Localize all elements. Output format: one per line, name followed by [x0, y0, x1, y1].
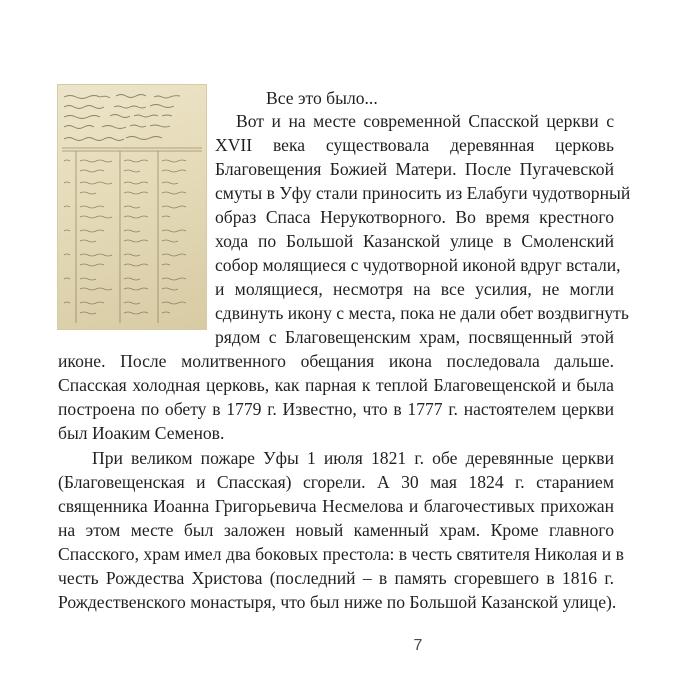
text-line: Рождественского монастыря, что был ниже по Большой Казанской улице). [58, 592, 617, 612]
text-line: построена по обету в 1779 г. Известно, что в 1777 г. настоятелем церкви [58, 399, 614, 419]
text-line: Все это было... [266, 88, 378, 108]
text-line: иконе. После молитвенного обещания икона последовала дальше. [58, 351, 614, 371]
text-line: Спасского, храм имел два боковых престола: в честь святителя Николая и в [58, 544, 624, 564]
text-line: образ Спаса Нерукотворного. Во время крестного [215, 207, 614, 227]
text-line: собор молящиеся с чудотворной иконой вдруг встали, [215, 255, 621, 275]
text-line: на этом месте был заложен новый каменный храм. Кроме главного [58, 520, 614, 540]
text-line: был Иоаким Семенов. [58, 423, 225, 443]
text-line: священника Иоанна Григорьевича Несмелова и благочестивых прихожан [58, 496, 614, 516]
text-line: Благовещения Божией Матери. После Пугачевской [215, 159, 614, 179]
page-number: 7 [413, 637, 423, 654]
text-line: смуты в Уфу стали приносить из Елабуги чудотворный [215, 183, 631, 203]
text-line: рядом с Благовещенским храм, посвященный этой [215, 327, 614, 347]
text-line: честь Рождества Христова (последний – в память сгоревшего в 1816 г. [58, 568, 614, 588]
text-line: Вот и на месте современной Спасской церкви с [236, 111, 614, 131]
manuscript-document-icon [58, 85, 206, 329]
text-line: (Благовещенская и Спасская) сгорели. А 30 мая 1824 г. старанием [58, 472, 614, 492]
text-line: хода по Большой Казанской улице в Смоленский [215, 231, 614, 251]
text-line: и молящиеся, несмотря на все усилия, не могли [215, 279, 614, 299]
text-line: сдвинуть икону с места, пока не дали обет воздвигнуть [215, 303, 629, 323]
manuscript-handwriting [58, 85, 206, 329]
text-line: При великом пожаре Уфы 1 июля 1821 г. обе деревянные церкви [92, 448, 614, 468]
text-line: Спасская холодная церковь, как парная к теплой Благовещенской и была [58, 375, 614, 395]
text-line: XVII века существовала деревянная церковь [215, 135, 614, 155]
